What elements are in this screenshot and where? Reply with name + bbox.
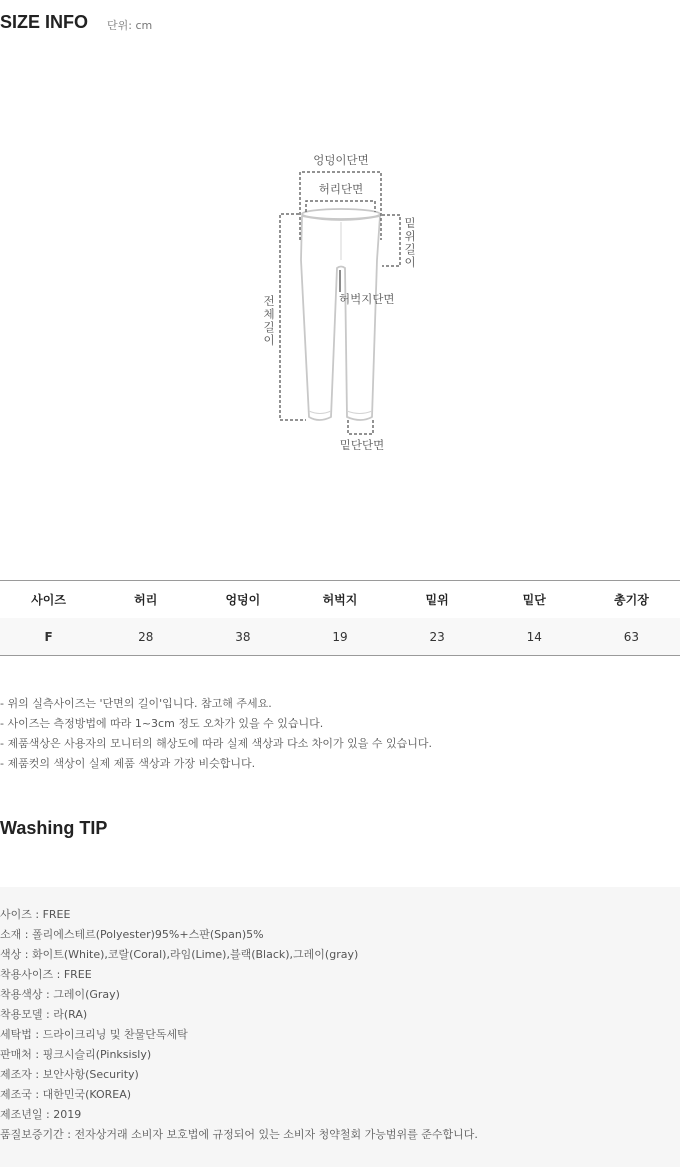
length-label-2: 체 bbox=[263, 307, 275, 321]
info-size: 사이즈 : FREE bbox=[0, 908, 71, 921]
cell-thigh: 19 bbox=[291, 618, 388, 656]
waist-label: 허리단면 bbox=[318, 182, 364, 196]
info-worn-color: 착용색상 : 그레이(Gray) bbox=[0, 988, 120, 1001]
note-item: - 위의 실측사이즈는 '단면의 길이'입니다. 참고해 주세요. bbox=[0, 697, 272, 710]
table-row bbox=[0, 618, 680, 656]
header-thigh: 허벅지 bbox=[291, 581, 388, 619]
washing-tip-title: Washing TIP bbox=[0, 818, 108, 838]
rise-label-3: 길 bbox=[404, 242, 416, 256]
rise-guide bbox=[382, 215, 400, 266]
info-country: 제조국 : 대한민국(KOREA) bbox=[0, 1088, 132, 1101]
header-total-length: 총기장 bbox=[583, 581, 680, 619]
length-label-1: 전 bbox=[263, 294, 275, 308]
hem-guide bbox=[348, 420, 373, 434]
product-info-list bbox=[0, 905, 478, 1145]
info-material: 소재 : 폴리에스테르(Polyester)95%+스판(Span)5% bbox=[0, 928, 264, 941]
cell-size: F bbox=[0, 618, 97, 656]
thigh-label: 허벅지단면 bbox=[339, 292, 395, 306]
header-size: 사이즈 bbox=[0, 581, 97, 619]
info-warranty: 품질보증기간 : 전자상거래 소비자 보호법에 규정되어 있는 소비자 청약철회 가능범위를 준수합니다. bbox=[0, 1128, 478, 1141]
size-notes bbox=[0, 694, 432, 774]
size-info-title: SIZE INFO bbox=[0, 12, 89, 32]
info-model: 착용모델 : 라(RA) bbox=[0, 1008, 88, 1021]
note-item: - 제품컷의 색상이 실제 제품 색상과 가장 비슷합니다. bbox=[0, 757, 256, 770]
cell-hem: 14 bbox=[486, 618, 583, 656]
rise-label-2: 위 bbox=[404, 229, 416, 243]
header-rise: 밑위 bbox=[389, 581, 486, 619]
header-hip: 엉덩이 bbox=[194, 581, 291, 619]
leggings-size-diagram bbox=[0, 140, 680, 470]
info-manufacture-year: 제조년일 : 2019 bbox=[0, 1108, 82, 1121]
cell-rise: 23 bbox=[389, 618, 486, 656]
info-worn-size: 착용사이즈 : FREE bbox=[0, 968, 92, 981]
note-item: - 사이즈는 측정방법에 따라 1~3cm 정도 오차가 있을 수 있습니다. bbox=[0, 717, 324, 730]
rise-label-1: 밑 bbox=[404, 216, 416, 230]
header-waist: 허리 bbox=[97, 581, 194, 619]
rise-label-4: 이 bbox=[404, 255, 416, 269]
length-label-3: 길 bbox=[263, 320, 275, 334]
cell-total-length: 63 bbox=[583, 618, 680, 656]
leggings-illustration bbox=[301, 209, 380, 420]
product-info-box bbox=[0, 887, 680, 1167]
size-table bbox=[0, 580, 680, 656]
cell-hip: 38 bbox=[194, 618, 291, 656]
note-item: - 제품색상은 사용자의 모니터의 해상도에 따라 실제 색상과 다소 차이가 있을 수 있습니다. bbox=[0, 737, 432, 750]
cell-waist: 28 bbox=[97, 618, 194, 656]
header-hem: 밑단 bbox=[486, 581, 583, 619]
size-table-header bbox=[0, 581, 680, 619]
info-washing-method: 세탁법 : 드라이크리닝 및 찬물단독세탁 bbox=[0, 1028, 188, 1041]
info-color: 색상 : 화이트(White),코랄(Coral),라임(Lime),블랙(Black),그레이(gray) bbox=[0, 948, 359, 961]
hem-label: 밑단단면 bbox=[339, 438, 385, 452]
hip-label: 엉덩이단면 bbox=[313, 153, 369, 167]
length-label-4: 이 bbox=[263, 333, 275, 347]
info-manufacturer: 제조자 : 보안사항(Security) bbox=[0, 1068, 139, 1081]
info-seller: 판매처 : 핑크시슬리(Pinksisly) bbox=[0, 1048, 152, 1061]
unit-label: 단위: cm bbox=[107, 19, 153, 32]
